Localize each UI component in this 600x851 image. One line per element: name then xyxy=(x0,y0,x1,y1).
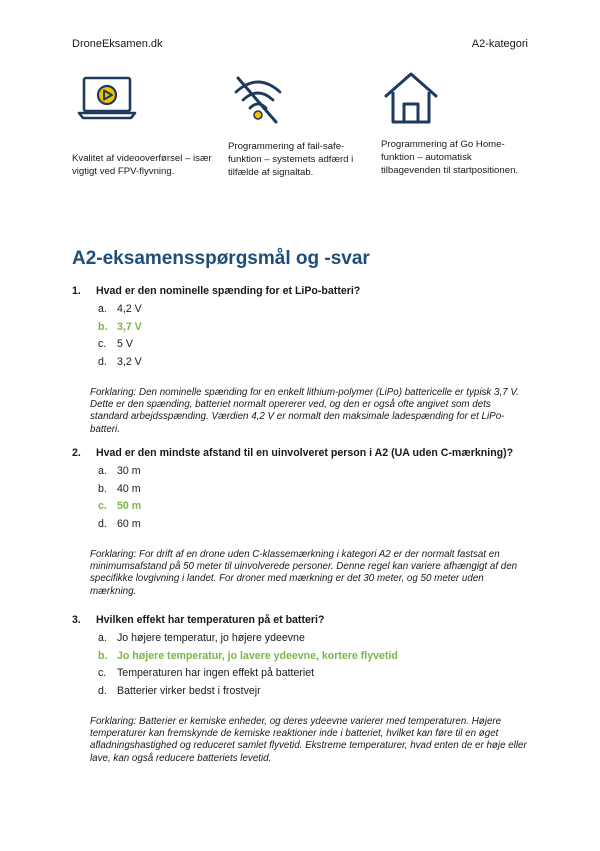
feature-failsafe xyxy=(228,70,376,179)
question-3 xyxy=(72,614,530,765)
question-label: Hvad er den nominelle spænding for et LiPo-batteri? xyxy=(96,285,361,297)
answer-option xyxy=(98,665,530,683)
option-text: 50 m xyxy=(117,500,142,512)
explanation: Forklaring: For drift af en drone uden C-klassemærkning i kategori A2 er der normalt fastsat en minimumsafstand på 50 meter til uinvolverede personer. Denne regel kan variere afhængigt af den specifikke lovgivning i landet. For droner med mærkning er det 30 meter, og 50 meter uden mærkning. xyxy=(90,549,518,597)
question-2 xyxy=(72,447,530,598)
option-letter: c. xyxy=(98,338,107,350)
answer-option xyxy=(98,354,530,372)
option-text: 3,2 V xyxy=(117,355,142,368)
laptop-video-icon xyxy=(76,70,222,126)
no-signal-icon xyxy=(230,70,376,126)
feature-caption: Programmering af Go Home-funktion – automatisk tilbagevenden til startpositionen. xyxy=(381,139,519,176)
option-letter: a. xyxy=(98,465,107,477)
explanation: Forklaring: Den nominelle spænding for en enkelt lithium-polymer (LiPo) battericelle er typisk 3,7 V. Dette er den spænding, batteriet normalt opererer ved, og den er også ofte angivet som dets standard arbejdsspænding. Værdien 4,2 V er normalt den maksimale ladespænding for et LiPo-batteri. xyxy=(90,387,519,435)
option-letter: b. xyxy=(98,649,108,662)
answer-option-correct xyxy=(98,648,530,666)
answer-option-correct xyxy=(98,319,530,337)
option-text: 3,7 V xyxy=(117,320,142,333)
answer-option xyxy=(98,630,530,648)
answer-option-correct xyxy=(98,498,530,516)
answer-option xyxy=(98,463,530,481)
question-label: Hvad er den mindste afstand til en uinvolveret person i A2 (UA uden C-mærkning)? xyxy=(96,447,514,459)
option-letter: b. xyxy=(98,320,108,333)
answer-option xyxy=(98,516,530,534)
question-number: 2. xyxy=(72,447,81,459)
home-icon xyxy=(381,70,531,126)
question-label: Hvilken effekt har temperaturen på et batteri? xyxy=(96,614,325,626)
option-text: Temperaturen har ingen effekt på batteriet xyxy=(117,667,315,679)
option-letter: c. xyxy=(98,500,107,512)
option-letter: d. xyxy=(98,517,107,530)
feature-video-quality xyxy=(72,70,222,178)
page-header xyxy=(72,38,528,52)
option-text: Batterier virker bedst i frostvejr xyxy=(117,684,261,697)
option-letter: d. xyxy=(98,684,107,697)
answer-option xyxy=(98,301,530,319)
option-letter: a. xyxy=(98,303,107,315)
option-text: 40 m xyxy=(117,482,141,495)
question-text xyxy=(72,447,530,460)
option-text: Jo højere temperatur, jo lavere ydeevne, kortere flyvetid xyxy=(117,649,398,662)
option-text: 30 m xyxy=(117,465,141,477)
question-number: 3. xyxy=(72,614,81,626)
answer-options xyxy=(72,630,530,700)
question-text xyxy=(72,285,530,298)
option-letter: d. xyxy=(98,355,107,368)
option-letter: c. xyxy=(98,667,107,679)
feature-caption: Programmering af fail-safe-funktion – systemets adfærd i tilfælde af signaltab. xyxy=(228,141,354,178)
option-text: 60 m xyxy=(117,517,141,530)
category-label: A2-kategori xyxy=(471,38,528,50)
option-letter: a. xyxy=(98,632,107,644)
answer-option xyxy=(98,683,530,701)
option-text: 4,2 V xyxy=(117,303,142,315)
option-text: Jo højere temperatur, jo højere ydeevne xyxy=(117,632,305,644)
question-text xyxy=(72,614,530,627)
feature-go-home xyxy=(381,70,531,177)
answer-options xyxy=(72,301,530,371)
answer-options xyxy=(72,463,530,533)
answer-option xyxy=(98,481,530,499)
option-text: 5 V xyxy=(117,338,133,350)
option-letter: b. xyxy=(98,482,107,495)
question-1 xyxy=(72,285,530,436)
answer-option xyxy=(98,336,530,354)
question-number: 1. xyxy=(72,285,81,297)
site-name: DroneEksamen.dk xyxy=(72,38,163,50)
page-title: A2-eksamensspørgsmål og -svar xyxy=(72,248,370,269)
feature-caption: Kvalitet af videooverførsel – især vigtigt ved FPV-flyvning. xyxy=(72,153,212,177)
explanation: Forklaring: Batterier er kemiske enheder, og deres ydeevne varierer med temperaturen. Højere temperaturer kan fremskynde de kemiske reaktioner inde i batteriet, hvilket kan føre til en øget afladningshastighed og reduceret samlet flyvetid. Ekstreme temperaturer, hvad enten de er høje eller lave, kan også reducere batteriets levetid. xyxy=(90,716,527,764)
